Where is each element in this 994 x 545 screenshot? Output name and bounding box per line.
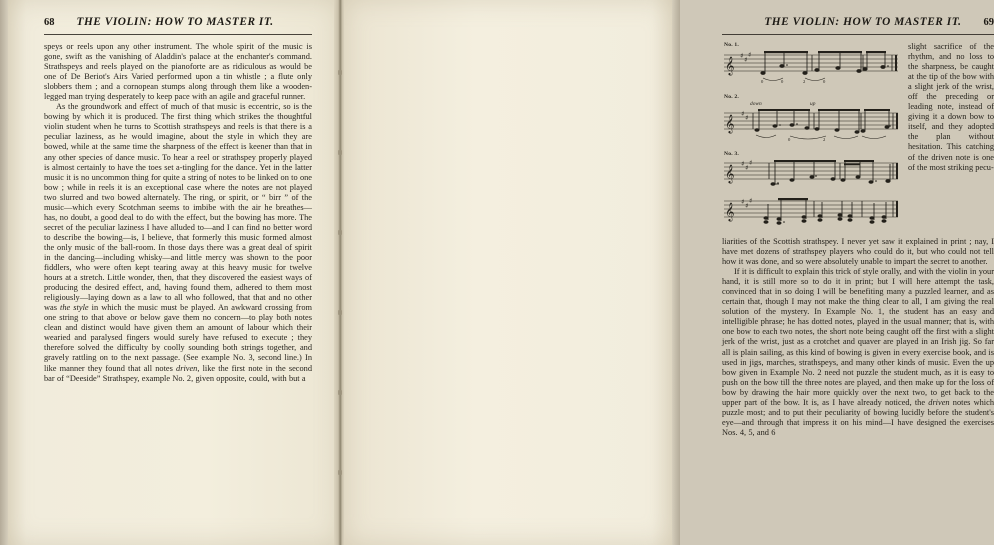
svg-text:♯: ♯ bbox=[744, 56, 748, 64]
example-label: No. 3. bbox=[724, 151, 740, 157]
bowing-marks bbox=[722, 101, 900, 108]
left-page bbox=[8, 0, 340, 545]
emphasis-driven: driven bbox=[176, 363, 198, 373]
music-examples bbox=[722, 42, 900, 237]
svg-text:♯: ♯ bbox=[749, 159, 753, 167]
paragraph-text-cont2: , like the first note in the second bar of “Deeside” Strathspey, example No. 2, given opposite, could, with but a bbox=[44, 363, 313, 383]
page-number-right: 69 bbox=[983, 17, 994, 28]
right-page-header bbox=[722, 16, 994, 28]
bowing-mark-down: down bbox=[750, 101, 762, 107]
stave-example-3-line-1 bbox=[722, 158, 900, 192]
svg-text:0: 0 bbox=[788, 137, 791, 142]
svg-text:♯: ♯ bbox=[741, 160, 745, 168]
right-page-content bbox=[722, 16, 994, 438]
left-page-content bbox=[44, 16, 312, 384]
svg-text:♯: ♯ bbox=[741, 198, 745, 206]
svg-text:𝄞: 𝄞 bbox=[725, 56, 735, 75]
paragraph: speys or reels upon any other instrument. The whole spirit of the music is gone, swift as the vanishing of Aladdin's palace at the enchanter's command. Strathspeys and reels played on the pianoforte are as ridiculous as would be one of De Beriot's Airs Varied performed upon a tin whistle ; a flute only slobbers them ; and a cornopean stumps along through them like a wooden-legged man trying desperately to keep pace with an agile and graceful runner. bbox=[44, 42, 312, 102]
stave-example-3-line-2 bbox=[722, 196, 900, 232]
paragraph-text-cont: in which the music must be played. An awkward crossing from one string to that above or below gave them no concern—to play both notes clean and distinct would have given them an amount of labour which their wearied and paralysed fingers would surely have refused to execute ; they therefore solved the difficulty by coolly sounding both strings together, and gravely rattling on to the next passage. (See example No. 3, second line.) In like manner they found that all notes bbox=[44, 303, 312, 373]
right-page bbox=[344, 0, 994, 545]
header-rule-left bbox=[44, 34, 312, 35]
music-example-3 bbox=[722, 151, 900, 232]
paragraph-text: As the groundwork and effect of much of that music is eccentric, so is the bowing by which it is produced. The first thing which strikes the thoughtful violin student when he turns to Scottish strathspeys and reels is that there is a peculiar laziness, as he would imagine, about the style in which they are bowed, while at the same time the sharpness of the effect is keener than that in any other species of dance music. To hear a reel or strathspey properly played is almost certainly to have the toes set a-tingling for the dance. Yet in the latter music it is no uncommon thing for quite a string of notes to be linked on to one bow ; while in reels it is an exceptional case where the notes are not played two slurred and two bowed alternately. The ring, or spirit, or “ birr ” of the music—which every Scotchman seems to imbibe with the air he breathes—has, no doubt, a good deal to do with the effect, but the bowing has more. The secret of the peculiar laziness I have alluded to—and I can find no better word to describe the bowing—is, I believe, that formerly this music formed almost the only music of the ball-room. In those days there was a great deal of spirit in the dancing—including whisky—and little mercy was shown to the poor fiddlers, who were often kept tearing away at this heavy music for twelve hours at a stretch. Little wonder, then, that they discovered the easiest ways of producing the desired effect, and, having found them, adhered to them most religiously—laying down as a law to all who followed, that that and no other was bbox=[44, 102, 312, 313]
svg-text:𝄞: 𝄞 bbox=[725, 114, 735, 133]
paragraph bbox=[44, 102, 312, 383]
svg-text:♯: ♯ bbox=[745, 164, 749, 172]
svg-text:0: 0 bbox=[781, 79, 784, 84]
svg-text:♯: ♯ bbox=[745, 114, 749, 122]
example-label: No. 2. bbox=[724, 94, 740, 100]
header-rule-right bbox=[722, 34, 994, 35]
music-and-sidecolumn bbox=[722, 42, 994, 237]
svg-text:0: 0 bbox=[823, 79, 826, 84]
svg-text:♯: ♯ bbox=[740, 52, 744, 60]
emphasis-driven: driven bbox=[928, 397, 950, 407]
svg-text:♯: ♯ bbox=[748, 51, 752, 59]
svg-text:♯: ♯ bbox=[749, 197, 753, 205]
running-title-left: THE VIOLIN: HOW TO MASTER IT. bbox=[76, 16, 274, 28]
svg-text:2: 2 bbox=[823, 137, 826, 142]
paragraph: slight sacrifice of the rhythm, and no loss to the sharpness, be caught at the tip of the bow with a slight jerk of the wrist, off the preceding or leading note, instead of giving it a down bow to itself, and they adopted the plan without hesitation. This catching of the driven note is one of the most striking pecu- bbox=[908, 42, 994, 172]
emphasis-the-style: the style bbox=[60, 303, 89, 313]
svg-text:𝄞: 𝄞 bbox=[725, 202, 735, 221]
music-example-2 bbox=[722, 94, 900, 146]
page-number-left: 68 bbox=[44, 17, 55, 28]
stave-example-1 bbox=[722, 49, 900, 89]
svg-text:𝄞: 𝄞 bbox=[725, 164, 735, 183]
music-example-1 bbox=[722, 42, 900, 89]
example-label: No. 1. bbox=[724, 42, 740, 48]
svg-text:0: 0 bbox=[761, 79, 764, 84]
side-column bbox=[908, 42, 994, 173]
bowing-mark-up: up bbox=[810, 101, 816, 107]
running-title-right: THE VIOLIN: HOW TO MASTER IT. bbox=[764, 16, 962, 28]
paragraph-text-cont: notes which puzzle most; and to put their peculiarity of bowing lucidly before the student's eye—and through that impress it on his mind—I have designed the exercises Nos. 4, 5, and 6 bbox=[722, 397, 994, 437]
stave-example-2 bbox=[722, 108, 900, 146]
paragraph: liarities of the Scottish strathspey. I never yet saw it explained in print ; nay, I have met dozens of strathspey players who could do it, but who could not tell how it was done, and so were absolutely unable to impart the secret to another. bbox=[722, 237, 994, 267]
svg-text:2: 2 bbox=[803, 79, 806, 84]
svg-text:♯: ♯ bbox=[745, 202, 749, 210]
paragraph-text: If it is difficult to explain this trick of style orally, and with the violin in your hand, it is still more so to do it in print; but I will here attempt the task, convinced that in so doing I will be benefiting many a puzzled learner, and as certain that, though I may not make the thing clear to all, I am giving the real solution of the mystery. In Example No. 1, the student has an easy and intelligible phrase; he has dotted notes, played in the usual manner; that is, with one bow to each two notes, the short note being caught off the first with a slight jerk of the wrist, just as a crotchet and quaver are played in an Irish jig. So far all is plain sailing, as this kind of bowing is given in every exercise book, and is used in jigs, marches, strathspeys, and many other kinds of music. Even the up bow given in Example No. 2 need not puzzle the student much, as it is easy to push on the bow till the three notes are played, and then make up for the loss of bow by drawing the hair more quickly over the next two, to get back to the upper part of the bow. It is, as I have already noticed, the bbox=[722, 267, 994, 407]
paragraph bbox=[722, 267, 994, 438]
svg-text:♯: ♯ bbox=[741, 110, 745, 118]
left-page-header bbox=[44, 16, 312, 28]
